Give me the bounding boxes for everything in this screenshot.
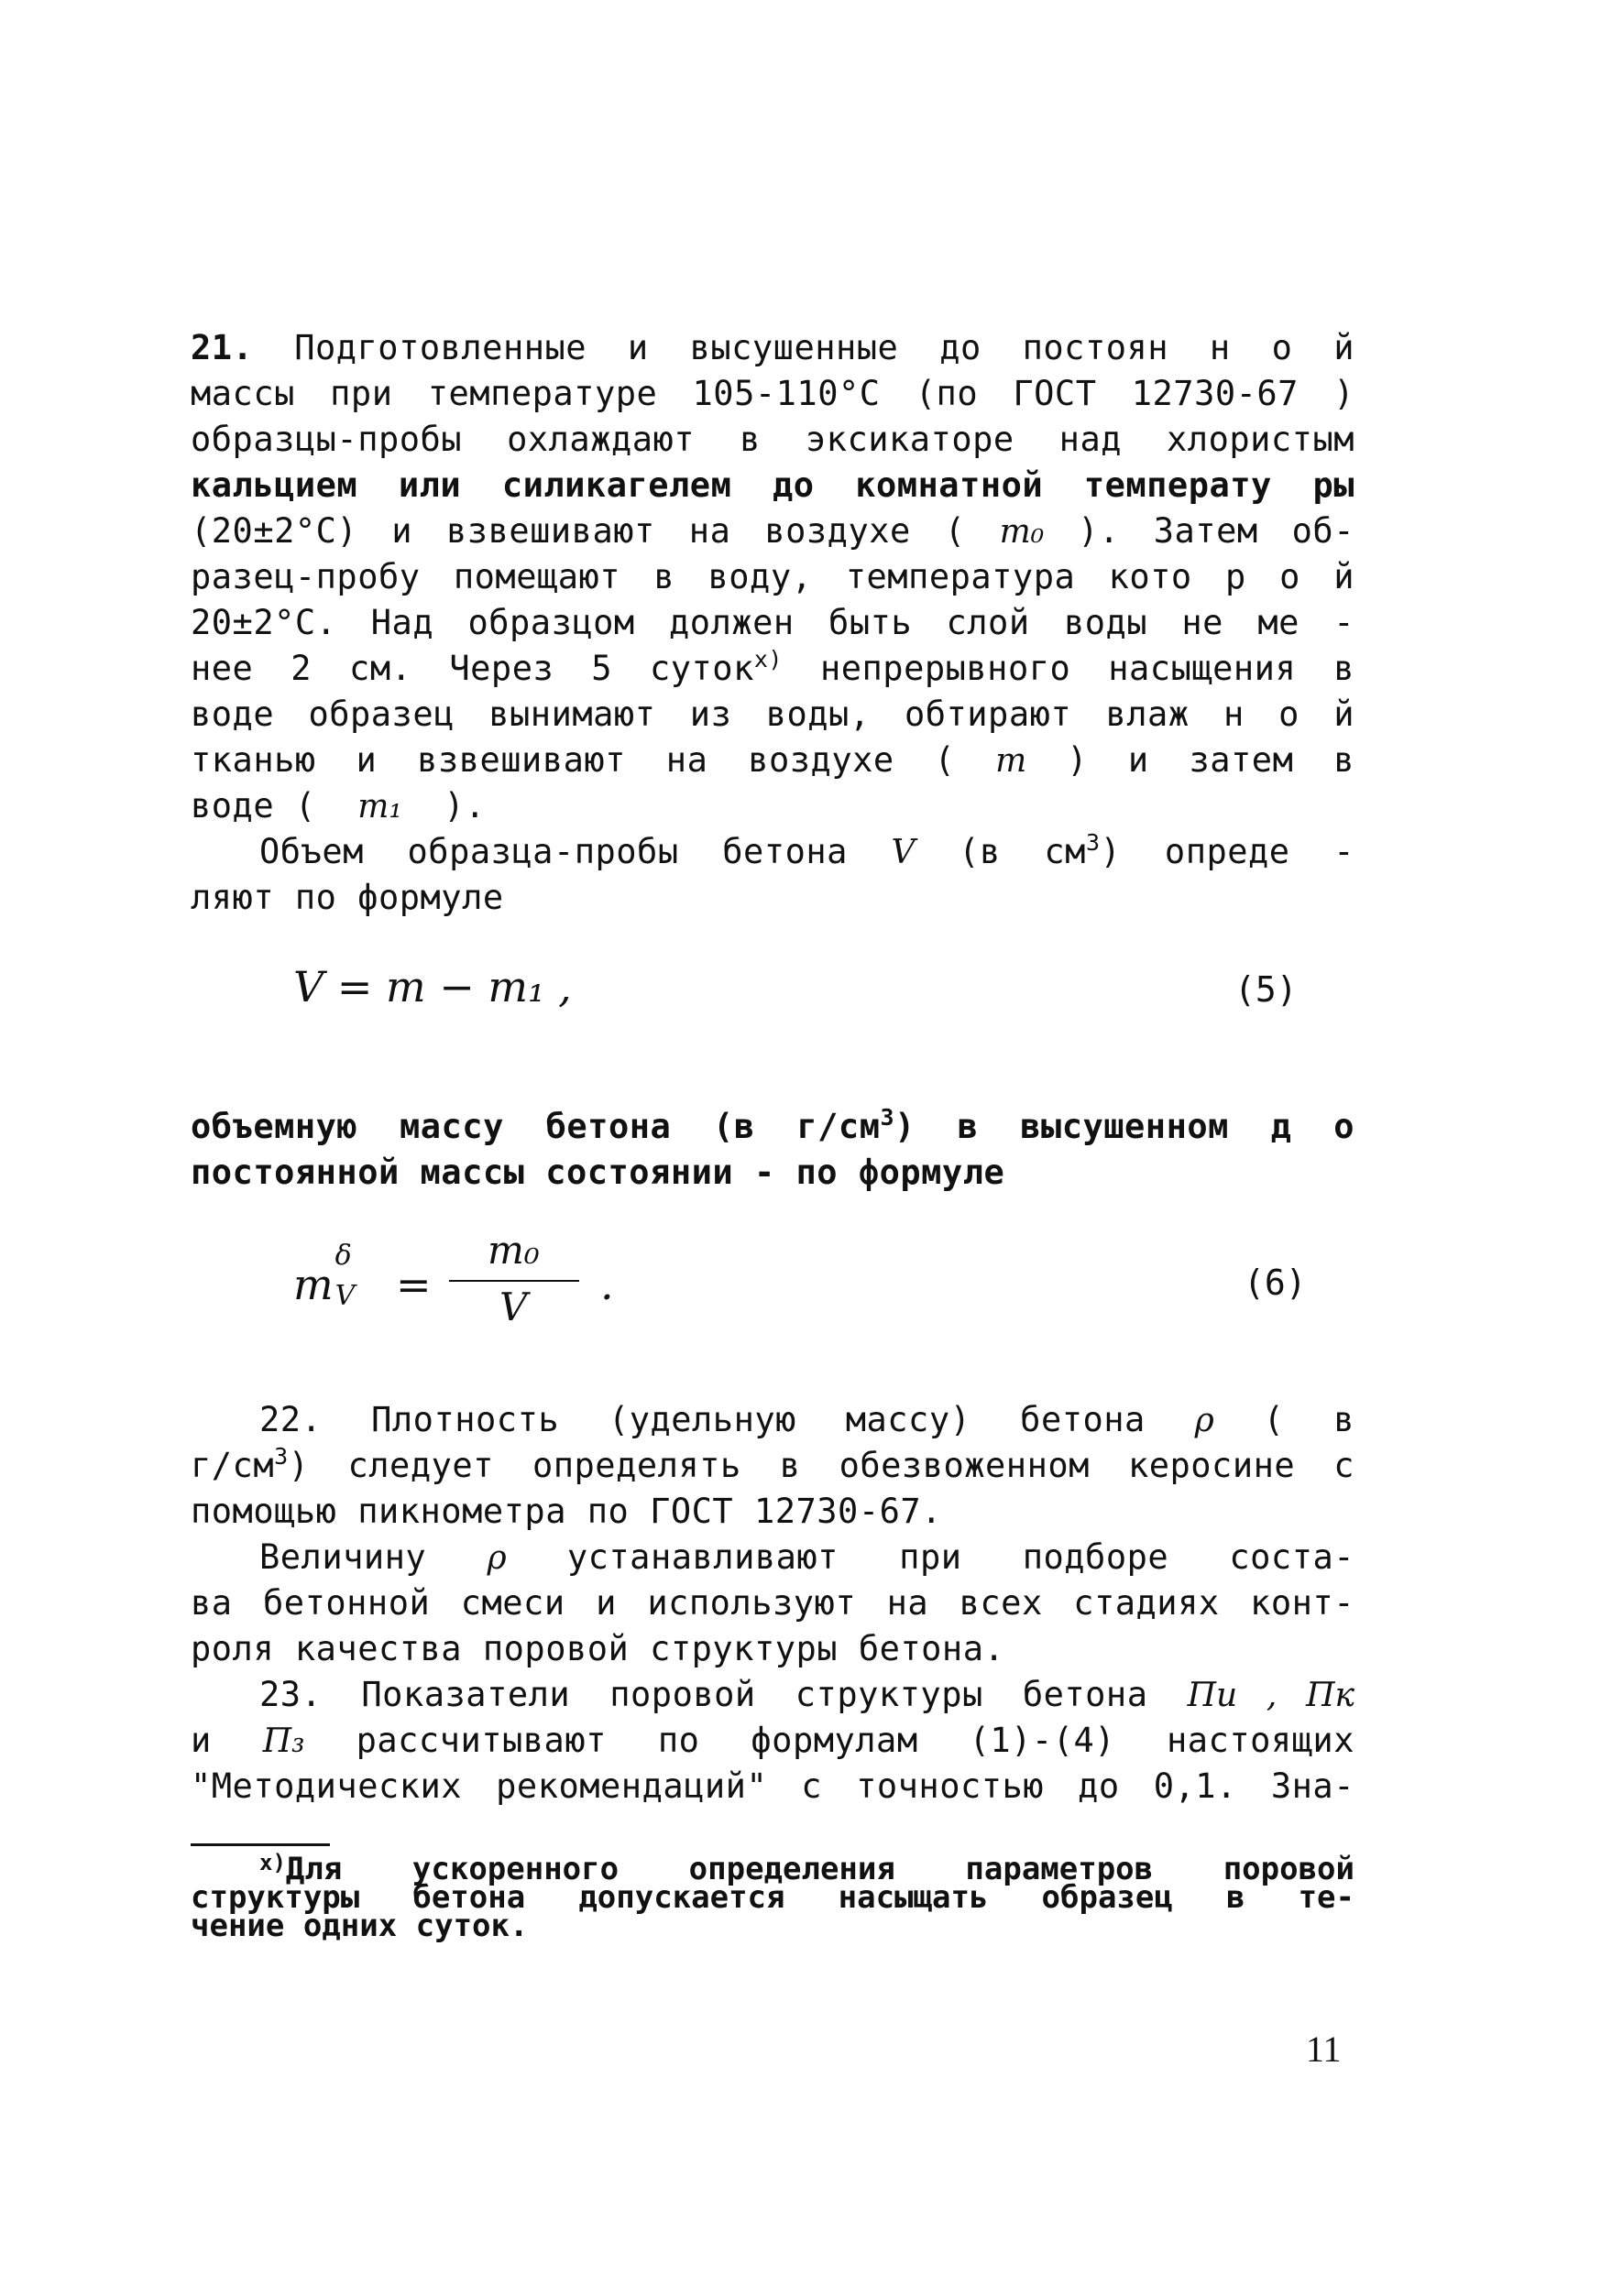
symbol-rho-2: ρ	[487, 1539, 507, 1577]
p21-line-4: кальцием или силикагелем до комнатной температу ры	[191, 465, 1354, 505]
p21-line-5: (20±2°С) и взвешивают на воздухе ( m₀ ). Затем об-	[191, 511, 1354, 551]
footnote-line-2: структуры бетона допускается насыщать образец в те-	[191, 1879, 1354, 1916]
symbol-v: V	[891, 834, 916, 871]
p22-line-2: $г/см^3$) следует определять в обезвоженном керосине с	[191, 1443, 1354, 1485]
p21-number: 21.	[191, 328, 254, 367]
formula-6-number: (6)	[1244, 1263, 1307, 1303]
symbol-pi-pk: Пи , Пк	[1187, 1677, 1354, 1714]
p22-line-5: ва бетонной смеси и используют на всех стадиях конт-	[191, 1583, 1354, 1623]
symbol-m0: m₀	[999, 513, 1045, 551]
symbol-m1: m₁	[357, 788, 402, 825]
formula-5: V = m − m₁ ,	[293, 962, 572, 1011]
formula-6-equals: =	[396, 1260, 432, 1309]
p21-line-13: ляют по формуле	[191, 878, 504, 917]
p21-line-12: Объем образца-пробы бетона V (в $см^3$) опреде -	[259, 829, 1354, 871]
footnote-line-1: $^{x)}$Для ускоренного определения параметров поровой	[259, 1850, 1354, 1887]
fraction-bar	[449, 1280, 579, 1282]
p21-line-3: образцы-пробы охлаждают в эксикаторе над хлористым	[191, 420, 1354, 459]
p21-line-9: воде образец вынимают из воды, обтирают влаж н о й	[191, 694, 1354, 734]
footnote-mark: x)	[259, 1850, 286, 1875]
formula-6-denominator: V	[499, 1285, 528, 1329]
p23-line-2: и П₃ рассчитывают по формулам (1)-(4) настоящих	[191, 1721, 1354, 1760]
mid-line-2: постоянной массы состоянии - по формуле	[191, 1153, 1005, 1192]
p21-line-1: 21. Подготовленные и высушенные до постоян н о й	[191, 328, 1354, 367]
p23-line-3: "Методических рекомендаций" с точностью до 0,1. Зна-	[191, 1766, 1354, 1806]
p21-line-7: 20±2°С. Над образцом должен быть слой воды не ме -	[191, 603, 1354, 642]
symbol-p3: П₃	[262, 1722, 305, 1760]
p21-line-6: разец-пробу помещают в воду, температура кото р о й	[191, 557, 1354, 596]
footnote-ref: x)	[753, 646, 783, 672]
p22-line-1: 22. Плотность (удельную массу) бетона ρ ( в	[259, 1400, 1354, 1439]
p22-line-3: помощью пикнометра по ГОСТ 12730-67.	[191, 1492, 942, 1531]
footnote-line-3: чение одних суток.	[191, 1908, 529, 1944]
symbol-rho: ρ	[1194, 1402, 1214, 1439]
p23-line-1: 23. Показатели поровой структуры бетона Пи , Пк	[259, 1675, 1354, 1714]
formula-6-lhs: m δ V	[293, 1240, 356, 1312]
mid-line-1: объемную массу бетона (в $г/см^3$) в высушенном д о	[191, 1104, 1354, 1146]
page-number: 11	[1306, 2028, 1342, 2070]
formula-6-numerator: m₀	[488, 1228, 540, 1273]
p21-line-11: воде ( m₁ ).	[191, 786, 486, 825]
p21-line-10: тканью и взвешивают на воздухе ( m ) и затем в	[191, 740, 1354, 780]
formula-6-dot: .	[600, 1260, 614, 1309]
p21-line-8: нее 2 см. Через 5 суток$^{x)}$ непрерывного насыщения в	[191, 646, 1354, 688]
p21-line-2: массы при температуре 105-110°С (по ГОСТ 12730-67 )	[191, 374, 1354, 413]
footnote-rule	[191, 1843, 330, 1846]
p22-line-4: Величину ρ устанавливают при подборе соста-	[259, 1537, 1355, 1577]
symbol-m: m	[995, 742, 1027, 780]
p22-line-6: роля качества поровой структуры бетона.	[191, 1629, 1005, 1668]
formula-5-number: (5)	[1234, 969, 1298, 1010]
